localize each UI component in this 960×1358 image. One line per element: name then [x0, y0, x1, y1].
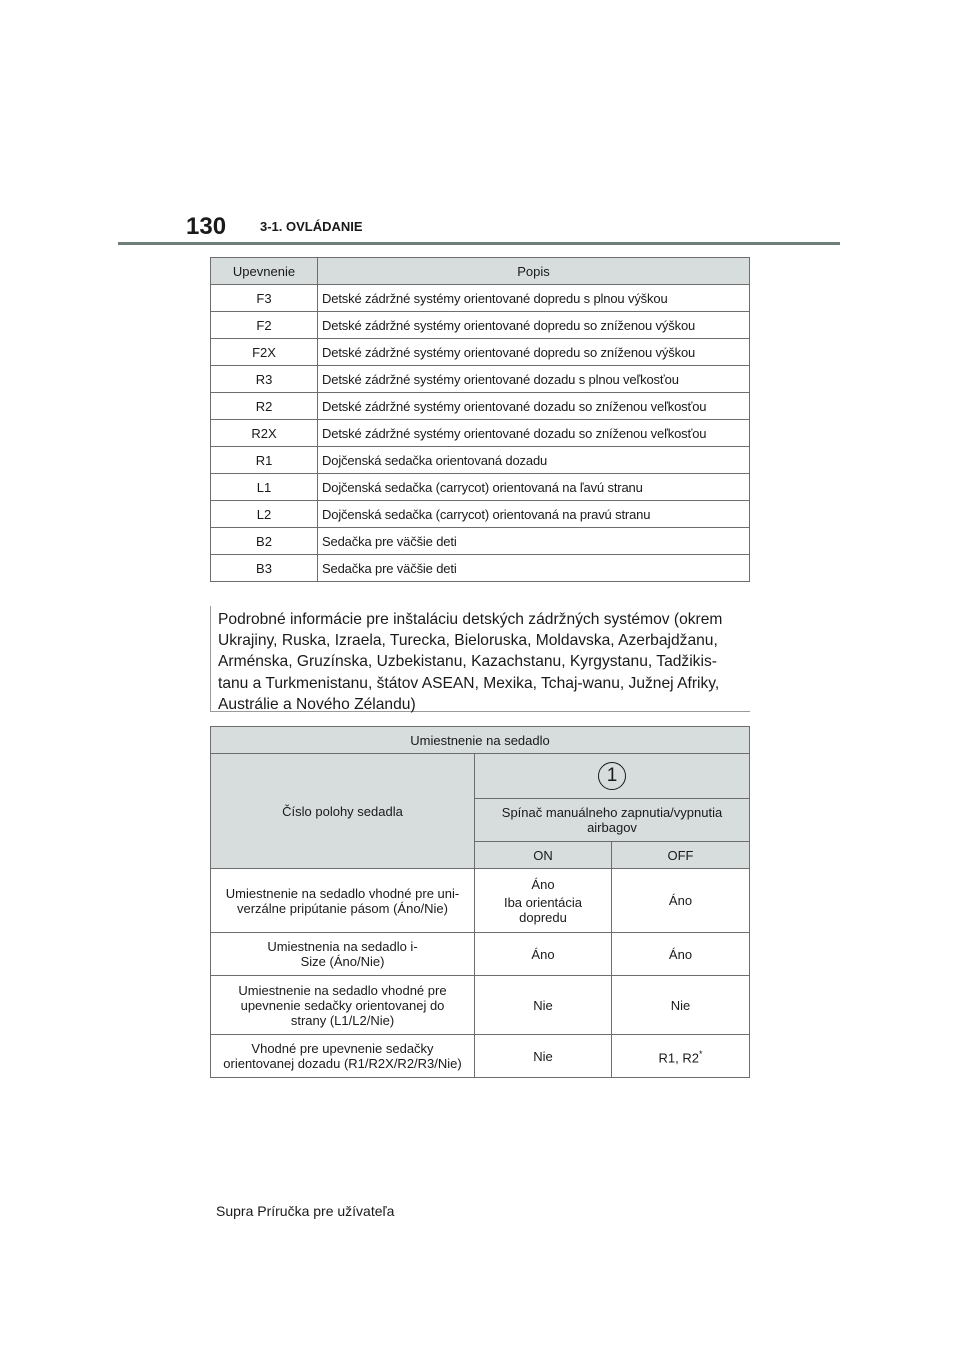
seat-position-label: Číslo polohy sedadla [211, 754, 475, 869]
page-number: 130 [186, 213, 227, 240]
anchorage-code: F2X [211, 339, 318, 366]
anchorage-description: Detské zádržné systémy orientované dozadu so zníženou veľkosťou [318, 420, 750, 447]
row-label: Vhodné pre upevnenie sedačky orientovanej dozadu (R1/R2X/R2/R3/Nie) [211, 1035, 475, 1078]
header-off: OFF [612, 842, 750, 869]
anchorage-description: Detské zádržné systémy orientované dopredu so zníženou výškou [318, 339, 750, 366]
table-row [211, 474, 750, 501]
anchorage-description: Sedačka pre väčšie deti [318, 555, 750, 582]
table-header-row [211, 754, 750, 799]
anchorage-description: Detské zádržné systémy orientované dozadu so zníženou veľkosťou [318, 393, 750, 420]
anchorage-code: L1 [211, 474, 318, 501]
section-title: 3-1. OVLÁDANIE [260, 219, 363, 234]
anchorage-description: Detské zádržné systémy orientované dozadu s plnou veľkosťou [318, 366, 750, 393]
anchorage-code: R1 [211, 447, 318, 474]
info-line: Austrálie a Nového Zélandu) [218, 695, 416, 713]
airbag-switch-label: Spínač manuálneho zapnutia/vypnutia airbagov [475, 799, 750, 842]
info-line: Podrobné informácie pre inštaláciu detských zádržných systémov (okrem [218, 611, 723, 628]
anchorage-code: B3 [211, 555, 318, 582]
table-header-row [211, 258, 750, 285]
anchorage-description: Dojčenská sedačka (carrycot) orientovaná na ľavú stranu [318, 474, 750, 501]
seat-number-badge: 1 [598, 762, 626, 790]
table-row [211, 393, 750, 420]
off-value: Nie [612, 976, 750, 1035]
table-row [211, 339, 750, 366]
off-value: Áno [612, 869, 750, 933]
row-label: Umiestnenie na sedadlo vhodné pre upevnenie sedačky orientovanej do strany (L1/L2/Nie) [211, 976, 475, 1035]
info-note [210, 606, 750, 712]
table-row [211, 312, 750, 339]
anchorage-description: Sedačka pre väčšie deti [318, 528, 750, 555]
anchorage-code: L2 [211, 501, 318, 528]
table-row [211, 528, 750, 555]
anchorage-code: R2 [211, 393, 318, 420]
table-row [211, 869, 750, 933]
anchorage-description: Detské zádržné systémy orientované dopredu s plnou výškou [318, 285, 750, 312]
footnote-mark: * [698, 1048, 703, 1059]
anchorage-description: Detské zádržné systémy orientované dopredu so zníženou výškou [318, 312, 750, 339]
on-value: Áno [475, 933, 612, 976]
off-value-text: R1, R2 [658, 1050, 699, 1066]
table-row [211, 285, 750, 312]
seat-table-title: Umiestnenie na sedadlo [211, 727, 750, 754]
table-row [211, 555, 750, 582]
on-value: Nie [475, 976, 612, 1035]
table-row [211, 420, 750, 447]
table-title-row [211, 727, 750, 754]
on-value [475, 869, 612, 933]
table-row [211, 933, 750, 976]
on-value-line: Áno [531, 876, 555, 892]
anchorage-description: Dojčenská sedačka orientovaná dozadu [318, 447, 750, 474]
off-value: Áno [612, 933, 750, 976]
table-row [211, 366, 750, 393]
table-row [211, 501, 750, 528]
info-line: Arménska, Gruzínska, Uzbekistanu, Kazachstanu, Kyrgystanu, Tadžikis- [218, 653, 717, 671]
row-label: Umiestnenie na sedadlo vhodné pre uni-verzálne pripútanie pásom (Áno/Nie) [211, 869, 475, 933]
anchorage-code: R2X [211, 420, 318, 447]
anchorage-description: Dojčenská sedačka (carrycot) orientovaná na pravú stranu [318, 501, 750, 528]
header-on: ON [475, 842, 612, 869]
anchorage-code: B2 [211, 528, 318, 555]
table-row [211, 1035, 750, 1078]
on-value-line: Iba orientácia dopredu [503, 894, 583, 925]
anchorage-table [210, 257, 750, 582]
off-value [612, 1035, 750, 1078]
info-line: tanu a Turkmenistanu, štátov ASEAN, Mexika, Tchaj-wanu, Južnej Afriky, [218, 674, 720, 692]
header-anchorage: Upevnenie [211, 258, 318, 285]
table-row [211, 447, 750, 474]
anchorage-code: F3 [211, 285, 318, 312]
seat-position-table [210, 726, 750, 1078]
footer-text: Supra Príručka pre užívateľa [216, 1203, 395, 1219]
anchorage-code: R3 [211, 366, 318, 393]
on-value: Nie [475, 1035, 612, 1078]
row-label: Umiestnenia na sedadlo i-Size (Áno/Nie) [211, 933, 475, 976]
seat-number-cell [475, 754, 750, 799]
header-description: Popis [318, 258, 750, 285]
table-row [211, 976, 750, 1035]
anchorage-code: F2 [211, 312, 318, 339]
header-rule [118, 242, 840, 245]
info-line: Ukrajiny, Ruska, Izraela, Turecka, Bieloruska, Moldavska, Azerbajdžanu, [218, 632, 718, 650]
